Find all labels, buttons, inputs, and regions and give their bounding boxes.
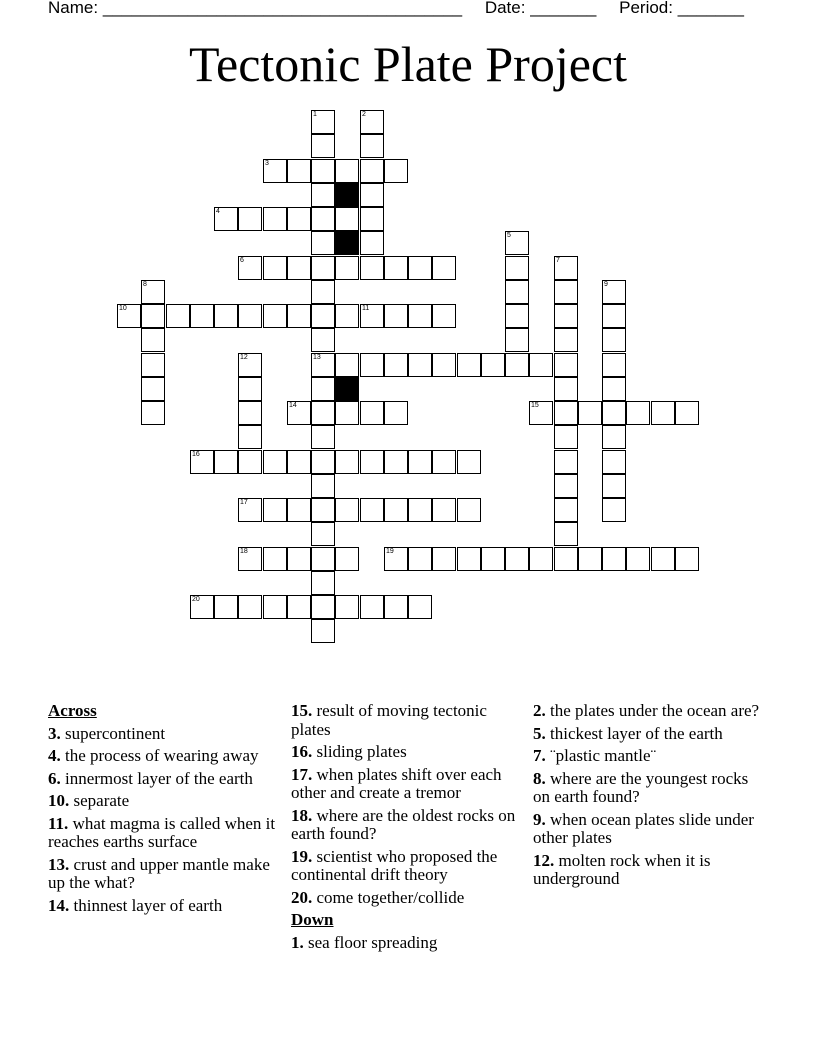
grid-cell[interactable] xyxy=(311,498,335,522)
grid-cell[interactable] xyxy=(311,595,335,619)
clue-item xyxy=(291,807,527,844)
clue-number: 14 xyxy=(289,402,297,409)
grid-cell[interactable] xyxy=(263,304,287,328)
grid-cell[interactable] xyxy=(335,256,359,280)
clue-number: 19 xyxy=(386,548,394,555)
clue-item xyxy=(48,792,284,811)
grid-cell[interactable] xyxy=(238,450,262,474)
grid-cell[interactable] xyxy=(311,353,335,377)
clue-number: 16. xyxy=(291,742,313,761)
grid-cell[interactable] xyxy=(602,377,626,401)
clue-number: 6. xyxy=(48,768,61,788)
date-label: Date: xyxy=(484,0,526,17)
grid-cell[interactable] xyxy=(651,401,675,425)
clue-number: 7. xyxy=(533,746,546,765)
grid-cell[interactable] xyxy=(360,110,384,134)
clue-text: where are the youngest rocks on earth found? xyxy=(533,768,749,806)
grid-cell[interactable] xyxy=(311,377,335,401)
clue-number: 18 xyxy=(240,548,248,555)
grid-cell[interactable] xyxy=(287,547,311,571)
clue-item xyxy=(48,856,284,893)
clue-text: sliding plates xyxy=(316,742,407,761)
clue-number: 17. xyxy=(291,764,313,784)
clue-number: 6 xyxy=(240,257,244,264)
clue-number: 1 xyxy=(313,111,317,118)
clue-number: 1. xyxy=(291,932,304,952)
black-square xyxy=(335,231,359,255)
clue-number: 3 xyxy=(265,160,269,167)
grid-cell[interactable] xyxy=(335,450,359,474)
grid-cell[interactable] xyxy=(238,595,262,619)
grid-cell[interactable] xyxy=(238,256,262,280)
grid-cell[interactable] xyxy=(602,280,626,304)
clue-number: 16 xyxy=(192,451,200,458)
clue-number: 9. xyxy=(533,809,546,829)
period-field[interactable]: _______ xyxy=(677,0,744,17)
clue-item xyxy=(48,815,284,852)
grid-cell[interactable] xyxy=(432,498,456,522)
clue-text: result of moving tectonic plates xyxy=(291,701,487,739)
grid-cell[interactable] xyxy=(263,450,287,474)
grid-cell[interactable] xyxy=(384,353,408,377)
grid-cell[interactable] xyxy=(384,304,408,328)
grid-cell[interactable] xyxy=(408,353,432,377)
grid-cell[interactable] xyxy=(408,595,432,619)
clue-number: 20. xyxy=(291,887,313,907)
clue-number: 4. xyxy=(48,746,61,765)
clue-number: 8 xyxy=(143,281,147,288)
grid-cell[interactable] xyxy=(554,401,578,425)
grid-cell[interactable] xyxy=(263,207,287,231)
grid-cell[interactable] xyxy=(311,474,335,498)
grid-cell[interactable] xyxy=(505,304,529,328)
grid-cell[interactable] xyxy=(384,450,408,474)
grid-cell[interactable] xyxy=(287,401,311,425)
grid-cell[interactable] xyxy=(505,231,529,255)
grid-cell[interactable] xyxy=(238,498,262,522)
grid-cell[interactable] xyxy=(311,547,335,571)
grid-cell[interactable] xyxy=(481,353,505,377)
grid-cell[interactable] xyxy=(384,498,408,522)
grid-cell[interactable] xyxy=(384,547,408,571)
grid-cell[interactable] xyxy=(554,304,578,328)
grid-cell[interactable] xyxy=(384,401,408,425)
clue-number: 13. xyxy=(48,854,70,874)
grid-cell[interactable] xyxy=(675,547,699,571)
across-clue-list xyxy=(48,725,284,916)
grid-cell[interactable] xyxy=(578,547,602,571)
grid-cell[interactable] xyxy=(190,450,214,474)
clue-number: 2 xyxy=(362,111,366,118)
across-heading: Across xyxy=(48,701,97,720)
clue-number: 11. xyxy=(48,813,69,833)
across-clue-list-continued xyxy=(291,702,527,907)
clue-text: the process of wearing away xyxy=(65,746,259,765)
grid-cell[interactable] xyxy=(190,304,214,328)
clue-text: thickest layer of the earth xyxy=(550,723,723,743)
black-square xyxy=(335,183,359,207)
grid-cell[interactable] xyxy=(141,304,165,328)
grid-cell[interactable] xyxy=(360,498,384,522)
grid-cell[interactable] xyxy=(554,498,578,522)
grid-cell[interactable] xyxy=(554,377,578,401)
grid-cell[interactable] xyxy=(311,280,335,304)
grid-cell[interactable] xyxy=(263,547,287,571)
grid-cell[interactable] xyxy=(602,401,626,425)
clue-number: 12 xyxy=(240,354,248,361)
clue-number: 17 xyxy=(240,499,248,506)
clue-number: 15 xyxy=(531,402,539,409)
clue-item xyxy=(533,747,769,766)
grid-cell[interactable] xyxy=(360,401,384,425)
clues-column-2 xyxy=(291,702,527,956)
clue-text: separate xyxy=(73,791,130,810)
clue-item xyxy=(291,702,527,739)
clues-column-1 xyxy=(48,702,284,919)
clue-text: when plates shift over each other and create a tremor xyxy=(291,764,502,802)
clue-number: 15. xyxy=(291,701,313,720)
down-clue-list xyxy=(291,934,527,953)
clue-number: 10. xyxy=(48,791,70,810)
name-label: Name: xyxy=(48,0,99,17)
grid-cell[interactable] xyxy=(554,522,578,546)
grid-cell[interactable] xyxy=(408,498,432,522)
clue-number: 7 xyxy=(556,257,560,264)
grid-cell[interactable] xyxy=(432,256,456,280)
grid-cell[interactable] xyxy=(311,522,335,546)
grid-cell[interactable] xyxy=(602,304,626,328)
grid-cell[interactable] xyxy=(384,256,408,280)
clue-text: scientist who proposed the continental drift theory xyxy=(291,846,498,884)
clue-text: what magma is called when it reaches earths surface xyxy=(48,813,276,851)
clue-number: 13 xyxy=(313,354,321,361)
clue-number: 8. xyxy=(533,768,546,788)
grid-cell[interactable] xyxy=(141,401,165,425)
grid-cell[interactable] xyxy=(141,280,165,304)
grid-cell[interactable] xyxy=(602,450,626,474)
grid-cell[interactable] xyxy=(578,401,602,425)
grid-cell[interactable] xyxy=(311,450,335,474)
clue-item xyxy=(48,725,284,744)
grid-cell[interactable] xyxy=(602,498,626,522)
grid-cell[interactable] xyxy=(263,256,287,280)
grid-cell[interactable] xyxy=(311,207,335,231)
grid-cell[interactable] xyxy=(287,207,311,231)
grid-cell[interactable] xyxy=(287,498,311,522)
grid-cell[interactable] xyxy=(141,377,165,401)
grid-cell[interactable] xyxy=(238,401,262,425)
clue-item xyxy=(533,702,769,721)
grid-cell[interactable] xyxy=(238,547,262,571)
grid-cell[interactable] xyxy=(214,450,238,474)
grid-cell[interactable] xyxy=(238,425,262,449)
grid-cell[interactable] xyxy=(675,401,699,425)
down-heading: Down xyxy=(291,910,334,929)
grid-cell[interactable] xyxy=(432,304,456,328)
grid-cell[interactable] xyxy=(335,159,359,183)
grid-cell[interactable] xyxy=(360,450,384,474)
grid-cell[interactable] xyxy=(238,304,262,328)
clue-number: 11 xyxy=(362,305,370,312)
grid-cell[interactable] xyxy=(190,595,214,619)
grid-cell[interactable] xyxy=(311,571,335,595)
grid-cell[interactable] xyxy=(432,450,456,474)
grid-cell[interactable] xyxy=(554,353,578,377)
clue-text: supercontinent xyxy=(65,723,166,743)
clue-text: innermost layer of the earth xyxy=(65,768,253,788)
grid-cell[interactable] xyxy=(602,474,626,498)
clue-item xyxy=(533,811,769,848)
grid-cell[interactable] xyxy=(311,183,335,207)
grid-cell[interactable] xyxy=(335,304,359,328)
clue-text: crust and upper mantle make up the what? xyxy=(48,854,270,892)
grid-cell[interactable] xyxy=(311,328,335,352)
grid-cell[interactable] xyxy=(384,159,408,183)
clue-number: 3. xyxy=(48,723,61,743)
clue-text: the plates under the ocean are? xyxy=(550,701,760,720)
grid-cell[interactable] xyxy=(311,110,335,134)
grid-cell[interactable] xyxy=(554,474,578,498)
grid-cell[interactable] xyxy=(626,547,650,571)
clue-text: where are the oldest rocks on earth found? xyxy=(291,805,516,843)
clue-text: ¨plastic mantle¨ xyxy=(550,746,657,765)
grid-cell[interactable] xyxy=(311,159,335,183)
grid-cell[interactable] xyxy=(529,401,553,425)
grid-cell[interactable] xyxy=(214,207,238,231)
grid-cell[interactable] xyxy=(214,304,238,328)
grid-cell[interactable] xyxy=(554,425,578,449)
clue-number: 20 xyxy=(192,596,200,603)
grid-cell[interactable] xyxy=(287,450,311,474)
clue-text: thinnest layer of earth xyxy=(73,895,223,915)
grid-cell[interactable] xyxy=(554,547,578,571)
clue-text: come together/collide xyxy=(316,887,465,907)
grid-cell[interactable] xyxy=(117,304,141,328)
grid-cell[interactable] xyxy=(651,547,675,571)
clue-item xyxy=(533,852,769,889)
grid-cell[interactable] xyxy=(238,353,262,377)
clue-number: 10 xyxy=(119,305,127,312)
grid-cell[interactable] xyxy=(311,425,335,449)
grid-cell[interactable] xyxy=(335,498,359,522)
grid-cell[interactable] xyxy=(505,256,529,280)
grid-cell[interactable] xyxy=(360,353,384,377)
grid-cell[interactable] xyxy=(335,401,359,425)
clue-item xyxy=(291,889,527,908)
grid-cell[interactable] xyxy=(263,159,287,183)
clues-column-3 xyxy=(533,702,769,893)
grid-cell[interactable] xyxy=(457,450,481,474)
grid-cell[interactable] xyxy=(457,547,481,571)
grid-cell[interactable] xyxy=(141,353,165,377)
clue-item xyxy=(291,934,527,953)
clue-number: 19. xyxy=(291,846,313,866)
grid-cell[interactable] xyxy=(335,353,359,377)
down-clue-list-continued xyxy=(533,702,769,889)
clue-text: sea floor spreading xyxy=(308,932,438,952)
grid-cell[interactable] xyxy=(238,207,262,231)
clue-item xyxy=(291,766,527,803)
grid-cell[interactable] xyxy=(360,183,384,207)
grid-cell[interactable] xyxy=(360,207,384,231)
grid-cell[interactable] xyxy=(360,304,384,328)
grid-cell[interactable] xyxy=(263,498,287,522)
grid-cell[interactable] xyxy=(408,256,432,280)
grid-cell[interactable] xyxy=(529,547,553,571)
clue-number: 14. xyxy=(48,895,70,915)
period-label: Period: xyxy=(619,0,673,17)
grid-cell[interactable] xyxy=(335,547,359,571)
grid-cell[interactable] xyxy=(554,280,578,304)
grid-cell[interactable] xyxy=(263,595,287,619)
clue-number: 18. xyxy=(291,805,313,825)
grid-cell[interactable] xyxy=(166,304,190,328)
clue-number: 12. xyxy=(533,850,555,870)
grid-cell[interactable] xyxy=(408,450,432,474)
grid-cell[interactable] xyxy=(311,231,335,255)
grid-cell[interactable] xyxy=(602,353,626,377)
clue-number: 9 xyxy=(604,281,608,288)
clue-number: 5 xyxy=(507,232,511,239)
grid-cell[interactable] xyxy=(360,595,384,619)
clue-item xyxy=(533,770,769,807)
clue-number: 4 xyxy=(216,208,220,215)
grid-cell[interactable] xyxy=(311,619,335,643)
grid-cell[interactable] xyxy=(335,595,359,619)
clue-item xyxy=(291,848,527,885)
grid-cell[interactable] xyxy=(141,328,165,352)
grid-cell[interactable] xyxy=(481,547,505,571)
grid-cell[interactable] xyxy=(432,547,456,571)
grid-cell[interactable] xyxy=(287,256,311,280)
grid-cell[interactable] xyxy=(626,401,650,425)
grid-cell[interactable] xyxy=(457,353,481,377)
clue-item xyxy=(533,725,769,744)
clue-item xyxy=(48,770,284,789)
grid-cell[interactable] xyxy=(311,304,335,328)
clue-text: when ocean plates slide under other plates xyxy=(533,809,754,847)
clue-number: 5. xyxy=(533,723,546,743)
grid-cell[interactable] xyxy=(335,207,359,231)
grid-cell[interactable] xyxy=(287,304,311,328)
clue-item xyxy=(291,743,527,762)
grid-cell[interactable] xyxy=(554,256,578,280)
clue-item xyxy=(48,747,284,766)
grid-cell[interactable] xyxy=(311,134,335,158)
grid-cell[interactable] xyxy=(457,498,481,522)
clue-item xyxy=(48,897,284,916)
black-square xyxy=(335,377,359,401)
grid-cell[interactable] xyxy=(360,159,384,183)
grid-cell[interactable] xyxy=(602,328,626,352)
grid-cell[interactable] xyxy=(311,401,335,425)
grid-cell[interactable] xyxy=(360,231,384,255)
grid-cell[interactable] xyxy=(360,256,384,280)
grid-cell[interactable] xyxy=(554,328,578,352)
grid-cell[interactable] xyxy=(214,595,238,619)
grid-cell[interactable] xyxy=(602,425,626,449)
grid-cell[interactable] xyxy=(384,595,408,619)
grid-cell[interactable] xyxy=(602,547,626,571)
name-field[interactable]: ______________________________________ xyxy=(102,0,463,17)
grid-cell[interactable] xyxy=(505,353,529,377)
clue-number: 2. xyxy=(533,701,546,720)
page-title: Tectonic Plate Project xyxy=(188,36,627,92)
grid-cell[interactable] xyxy=(505,280,529,304)
grid-cell[interactable] xyxy=(311,256,335,280)
grid-cell[interactable] xyxy=(287,159,311,183)
grid-cell[interactable] xyxy=(287,595,311,619)
grid-cell[interactable] xyxy=(238,377,262,401)
grid-cell[interactable] xyxy=(505,547,529,571)
clue-text: molten rock when it is underground xyxy=(533,850,711,888)
grid-cell[interactable] xyxy=(529,353,553,377)
grid-cell[interactable] xyxy=(360,134,384,158)
grid-cell[interactable] xyxy=(554,450,578,474)
grid-cell[interactable] xyxy=(408,304,432,328)
grid-cell[interactable] xyxy=(505,328,529,352)
grid-cell[interactable] xyxy=(408,547,432,571)
date-field[interactable]: _______ xyxy=(530,0,597,17)
grid-cell[interactable] xyxy=(432,353,456,377)
